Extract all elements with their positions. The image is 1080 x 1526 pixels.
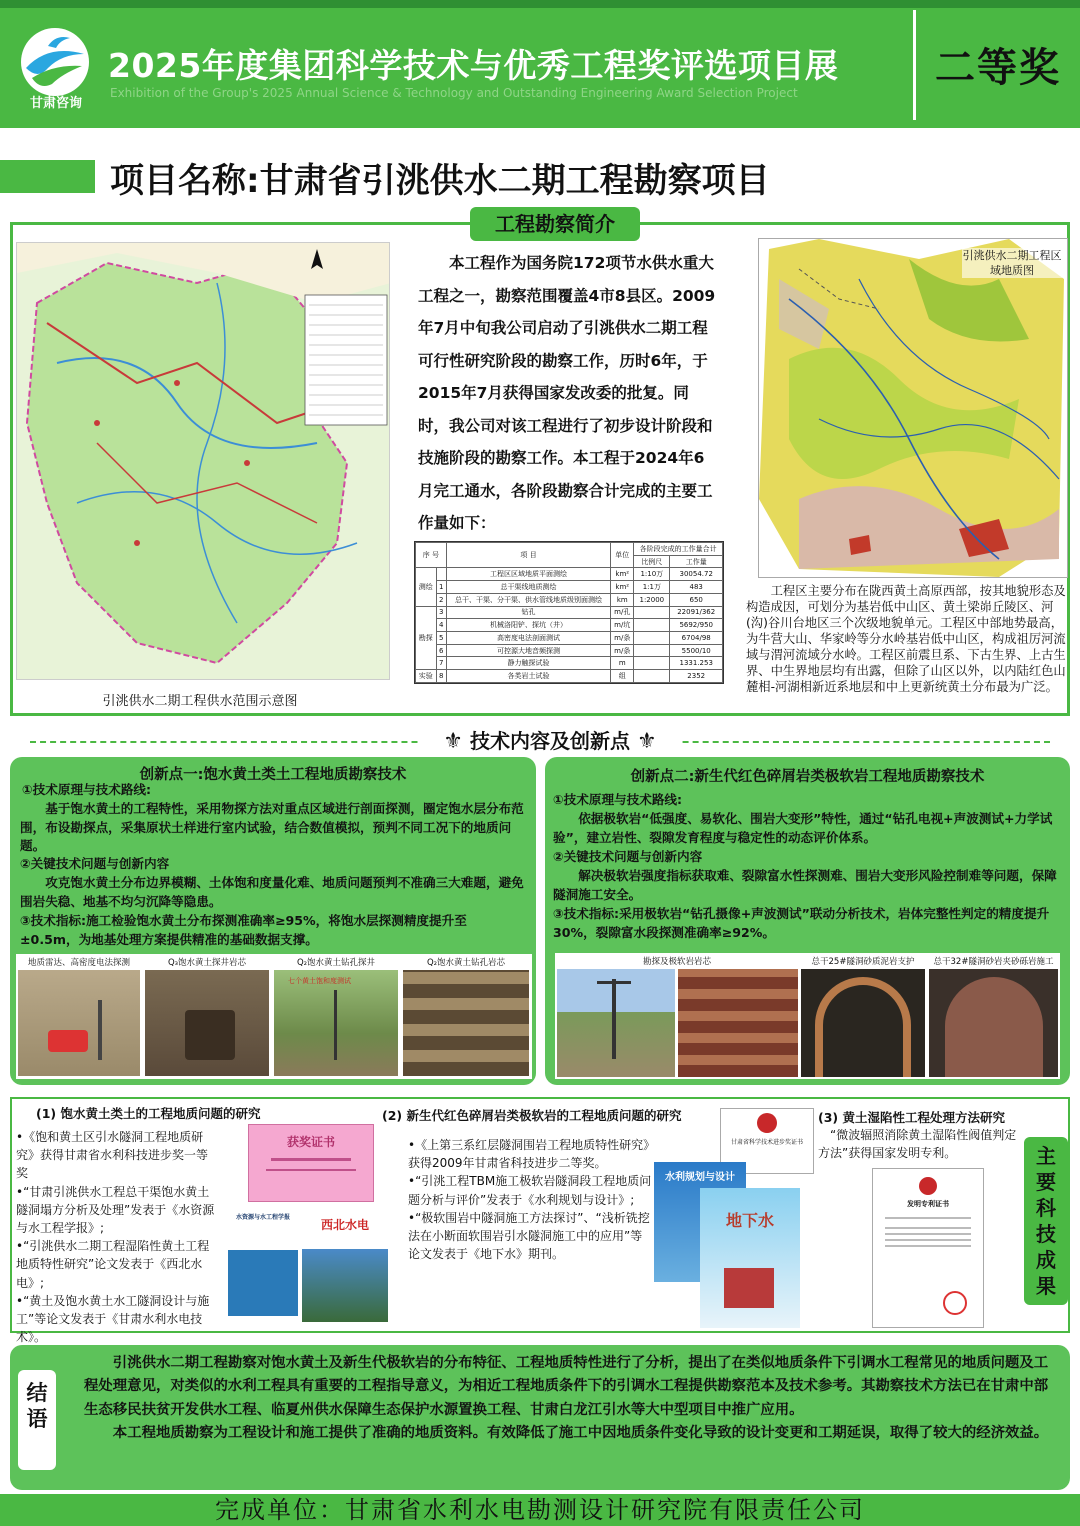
regional-geology-map xyxy=(758,238,1068,578)
innovation-2-p3: ③技术指标:采用极软岩“钻孔摄像+声波测试”联动分析技术，岩体完整性判定的精度提升30%，裂隙富水段探测准确率≥92%。 xyxy=(553,906,1050,940)
table-row xyxy=(416,581,723,594)
drilling-site-photo xyxy=(274,970,398,1076)
certificate-title: 发明专利证书 xyxy=(907,1200,949,1208)
table-cell xyxy=(436,568,446,581)
journal-title: 水资源与水工程学报 xyxy=(235,1214,290,1221)
tech-section-label: 技术内容及创新点 xyxy=(470,729,630,753)
table-cell xyxy=(634,619,670,632)
table-cell xyxy=(634,632,670,645)
table-cell: 7 xyxy=(436,657,446,670)
table-row xyxy=(416,657,723,670)
header-stripe xyxy=(0,0,1080,8)
table-cell: 5 xyxy=(436,632,446,645)
award-certificate-image xyxy=(248,1124,374,1202)
photo-caption: Q₂饱水黄土钻孔探井 xyxy=(274,956,398,968)
innovation-1-p2: 攻克饱水黄土分布边界模糊、土体饱和度量化难、地质问题预判不准确三大难题，避免围岩失稳、地基不均匀沉降等隐患。 xyxy=(20,875,524,909)
innovation-2-title: 创新点二:新生代红色碎屑岩类极软岩工程地质勘察技术 xyxy=(630,769,985,785)
table-cell: km² xyxy=(611,581,634,594)
table-cell: 组 xyxy=(611,670,634,683)
list-item: •“引洮工程TBM施工极软岩隧洞段工程地质问题分析与评价”发表于《水利规划与设计》; xyxy=(408,1174,652,1207)
tunnel-support-photo xyxy=(801,969,925,1077)
photo-caption: 总干25#隧洞砂质泥岩支护 xyxy=(801,955,925,967)
results-side-text: 主要科技成果 xyxy=(1036,1144,1056,1298)
journal-title: 水利规划与设计 xyxy=(665,1172,735,1183)
table-cell: 3 xyxy=(436,606,446,619)
table-header: 序 号 xyxy=(416,543,447,568)
innovation-1-p3: ③技术指标:施工检验饱水黄土分布探测准确率≥95%，将饱水层探测精度提升至±0.5m，为地基处理方案提供精准的基础数据支撑。 xyxy=(20,913,467,947)
table-cell: 钻孔 xyxy=(446,606,611,619)
table-cell: 2352 xyxy=(670,670,723,683)
table-cell: 5500/10 xyxy=(670,644,723,657)
table-cell: 各类岩土试验 xyxy=(446,670,611,683)
table-cell: m/孔 xyxy=(611,606,634,619)
overview-label: 工程勘察简介 xyxy=(470,207,640,241)
innovation-1-p1: 基于饱水黄土的工程特性，采用物探方法对重点区域进行剖面探测，圈定饱水层分布范围，布设勘探点，采集原状土样进行室内试验，结合数值模拟，预判不同工况下的地质问题。 xyxy=(20,801,524,853)
fleur-icon: ⚜ xyxy=(443,729,464,754)
table-cell: 4 xyxy=(436,619,446,632)
supply-map-caption: 引洮供水二期工程供水范围示意图 xyxy=(102,694,298,709)
table-cell: 6704/98 xyxy=(670,632,723,645)
innovation-2-p1: 依据极软岩“低强度、易软化、围岩大变形”特性，通过“钻孔电视+声波测试+力学试验”，建立岩性、裂隙发育程度与稳定性的动态评价体系。 xyxy=(553,811,1053,845)
table-cell: 1:10万 xyxy=(634,568,670,581)
list-item: •《上第三系红层隧洞围岩工程地质特性研究》获得2009年甘肃省科技进步二等奖。 xyxy=(408,1138,650,1171)
innovation-2-h2: ②关键技术问题与创新内容 xyxy=(553,849,703,864)
conclusion-paragraph-1: 引洮供水二期工程勘察对饱水黄土及新生代极软岩的分布特征、工程地质特性进行了分析，提出了在类似地质条件下引调水工程常见的地质问题及工程处理意见，对类似的水利工程具有重要的工程指导意义，为相近工程地质条件下的引调水工程提供勘察范本及技术参考。其勘察技术方法已在甘肃中部生态移民扶贫开发供水工程、临夏州供水保障生态保护水源置换工程、甘肃白龙江引水等大中型项目中推广应用。 xyxy=(84,1355,1049,1418)
table-cell: 机械洛阳铲、探坑（井） xyxy=(446,619,611,632)
table-cell: m/条 xyxy=(611,644,634,657)
photo-caption: Q₃饱水黄土探井岩芯 xyxy=(145,956,269,968)
table-header: 项 目 xyxy=(446,543,611,568)
innovation-2-p2: 解决极软岩强度指标获取难、裂隙富水性探测难、围岩大变形风险控制难等问题，保障隧洞施工安全。 xyxy=(553,868,1057,902)
fleur-icon: ⚜ xyxy=(636,729,657,754)
table-cell: 30054.72 xyxy=(670,568,723,581)
table-cell: 实验 xyxy=(416,670,437,683)
table-cell: 测绘 xyxy=(416,568,437,606)
table-cell xyxy=(634,644,670,657)
innovation-1-h2: ②关键技术问题与创新内容 xyxy=(20,856,170,871)
table-cell: 勘探 xyxy=(416,606,437,670)
table-cell: m/坑 xyxy=(611,619,634,632)
header-divider xyxy=(913,10,916,120)
journal-title: 西北水电 xyxy=(320,1218,369,1232)
table-cell: 5692/950 xyxy=(670,619,723,632)
result-3-text: “微波辐照消除黄土湿陷性阀值判定方法”获得国家发明专利。 xyxy=(818,1128,1017,1161)
title-accent-bar xyxy=(0,160,95,193)
innovation-1-h1: ①技术原理与技术路线: xyxy=(22,782,152,797)
core-samples-photo xyxy=(403,970,529,1076)
conclusion-tag xyxy=(18,1370,56,1470)
table-cell: 6 xyxy=(436,644,446,657)
result-2-title: (2) 新生代红色碎屑岩类极软岩的工程地质问题的研究 xyxy=(382,1108,682,1123)
table-cell: 483 xyxy=(670,581,723,594)
workload-table xyxy=(414,541,724,684)
table-cell: km² xyxy=(611,568,634,581)
header-title: 2025年度集团科学技术与优秀工程奖评选项目展 xyxy=(108,46,839,85)
table-row xyxy=(416,568,723,581)
table-cell: 高密度电法剖面测试 xyxy=(446,632,611,645)
table-cell: 650 xyxy=(670,593,723,606)
invention-patent-certificate xyxy=(872,1168,984,1328)
table-cell: 静力触探试验 xyxy=(446,657,611,670)
table-cell xyxy=(634,670,670,683)
table-row xyxy=(416,670,723,683)
table-cell: 可控源大地音频探测 xyxy=(446,644,611,657)
table-cell: m/条 xyxy=(611,632,634,645)
result-2-list xyxy=(408,1136,652,1263)
table-cell: 8 xyxy=(436,670,446,683)
table-cell: km xyxy=(611,593,634,606)
table-cell: 1331.253 xyxy=(670,657,723,670)
survey-equipment-photo xyxy=(18,970,140,1076)
list-item: •“引洮供水二期工程湿陷性黄土工程地质特性研究”论文发表于《西北水电》; xyxy=(16,1239,210,1290)
geology-map-label: 引洮供水二期工程区域地质图 xyxy=(962,249,1062,277)
results-side-label xyxy=(1024,1137,1068,1305)
table-row xyxy=(416,619,723,632)
innovation-2-h1: ①技术原理与技术路线: xyxy=(553,792,683,807)
result-1-list xyxy=(16,1128,216,1346)
table-header: 工作量 xyxy=(670,555,723,568)
geology-map-graphic xyxy=(759,239,1068,578)
table-row xyxy=(416,644,723,657)
logo-text: 甘肃咨询 xyxy=(29,96,82,111)
table-header: 比例尺 xyxy=(634,555,670,568)
award-level: 二等奖 xyxy=(935,45,1061,91)
tunnel-construction-photo xyxy=(929,969,1058,1077)
supply-range-map xyxy=(16,242,390,680)
journal-cover xyxy=(302,1210,388,1322)
list-item: •“黄土及饱水黄土水工隧洞设计与施工”等论文发表于《甘肃水利水电技术》。 xyxy=(16,1293,210,1345)
photo-overlay-text: 七个黄土饱和度测试 xyxy=(288,977,351,985)
photo-caption: 地质雷达、高密度电法探测 xyxy=(18,956,140,968)
list-item: •“甘肃引洮供水工程总干渠饱水黄土隧洞塌方分析及处理”发表于《水资源与水工程学报》; xyxy=(16,1184,215,1236)
completing-unit: 完成单位：甘肃省水利水电勘测设计研究院有限责任公司 xyxy=(215,1496,865,1524)
table-cell: 总干、干渠、分干渠、供水管线地质级别面测绘 xyxy=(446,593,611,606)
overview-intro: 本工程作为国务院172项节水供水重大工程之一，勘察范围覆盖4市8县区。2009年7月中旬我公司启动了引洮供水二期工程可行性研究阶段的勘察工作，历时6年，于2015年7月获得国家发改委的批复。同时，我公司对该工程进行了初步设计阶段和技施阶段的勘察工作。本工程于2024年6月完工通水，各阶段勘察合计完成的主要工作量如下： xyxy=(418,254,716,532)
table-cell xyxy=(634,657,670,670)
journal-cover xyxy=(228,1206,298,1316)
list-item: •“极软围岩中隧洞施工方法探讨”、“浅析铣挖法在小断面软围岩引水隧洞施工中的应用”等论文发表于《地下水》期刊。 xyxy=(408,1210,650,1262)
table-row xyxy=(416,606,723,619)
photo-caption: 勘探及极软岩岩芯 xyxy=(557,955,797,967)
certificate-title: 甘肃省科学技术进步奖证书 xyxy=(730,1139,803,1146)
photo-caption: 总干32#隧洞砂岩夹砂砾岩施工 xyxy=(929,955,1058,967)
drill-rig-photo xyxy=(557,969,675,1077)
table-cell: 2 xyxy=(436,593,446,606)
journal-title: 地下水 xyxy=(725,1211,774,1230)
result-1-title: (1) 饱水黄土类土的工程地质问题的研究 xyxy=(36,1106,261,1121)
table-header: 单位 xyxy=(611,543,634,568)
journal-cover xyxy=(700,1188,800,1328)
result-3-title: (3) 黄土湿陷性工程处理方法研究 xyxy=(818,1110,1005,1125)
test-pit-photo xyxy=(145,970,269,1076)
supply-range-map-graphic xyxy=(17,243,390,680)
conclusion-text xyxy=(84,1352,1059,1445)
table-cell: 总干渠线地质测绘 xyxy=(446,581,611,594)
table-cell: 1:1万 xyxy=(634,581,670,594)
innovation-2-panel xyxy=(545,757,1070,1085)
table-header: 各阶段完成的工作量合计 xyxy=(634,543,723,556)
conclusion-tag-text: 结语 xyxy=(26,1381,48,1431)
geology-description: 工程区主要分布在陇西黄土高原西部，按其地貌形态及构造成因，可划分为基岩低中山区、黄土梁峁丘陵区、河(沟)谷川台地区三个次级地貌单元。工程区中部地势最高，为牛营大山、华家岭等分水岭基岩低中山区，构成祖厉河流域与渭河流域分水岭。工程区前震旦系、下古生界、上古生界、中生界地层均有出露，但除了山区以外，以内陆红色山麓相-河湖相新近系地层和中上更新统黄土分布最为广泛。 xyxy=(746,584,1066,694)
conclusion-paragraph-2: 本工程地质勘察为工程设计和施工提供了准确的地质资料。有效降低了施工中因地质条件变化导致的设计变更和工期延误，取得了较大的经济效益。 xyxy=(112,1424,1049,1441)
table-cell: 1 xyxy=(436,581,446,594)
table-cell: 1:2000 xyxy=(634,593,670,606)
innovation-1-title: 创新点一:饱水黄土类土工程地质勘察技术 xyxy=(139,767,407,783)
innovation-1-panel xyxy=(10,757,536,1085)
table-row xyxy=(416,632,723,645)
table-cell: 工程区区域地质平面测绘 xyxy=(446,568,611,581)
list-item: •《饱和黄土区引水隧洞工程地质研究》获得甘肃省水利科技进步奖一等奖 xyxy=(16,1130,209,1181)
table-cell xyxy=(634,606,670,619)
table-header-row xyxy=(416,543,723,556)
table-cell: m xyxy=(611,657,634,670)
soft-rock-core-photo xyxy=(678,969,798,1077)
table-row xyxy=(416,593,723,606)
table-cell: 22091/362 xyxy=(670,606,723,619)
certificate-title: 获奖证书 xyxy=(286,1135,335,1149)
header-subtitle: Exhibition of the Group's 2025 Annual Science & Technology and Outstanding Engineering Award Selection Project xyxy=(110,86,798,100)
tech-section-title xyxy=(420,726,680,756)
photo-caption: Q₂饱水黄土钻孔岩芯 xyxy=(403,956,529,968)
project-title: 项目名称:甘肃省引洮供水二期工程勘察项目 xyxy=(110,161,770,201)
